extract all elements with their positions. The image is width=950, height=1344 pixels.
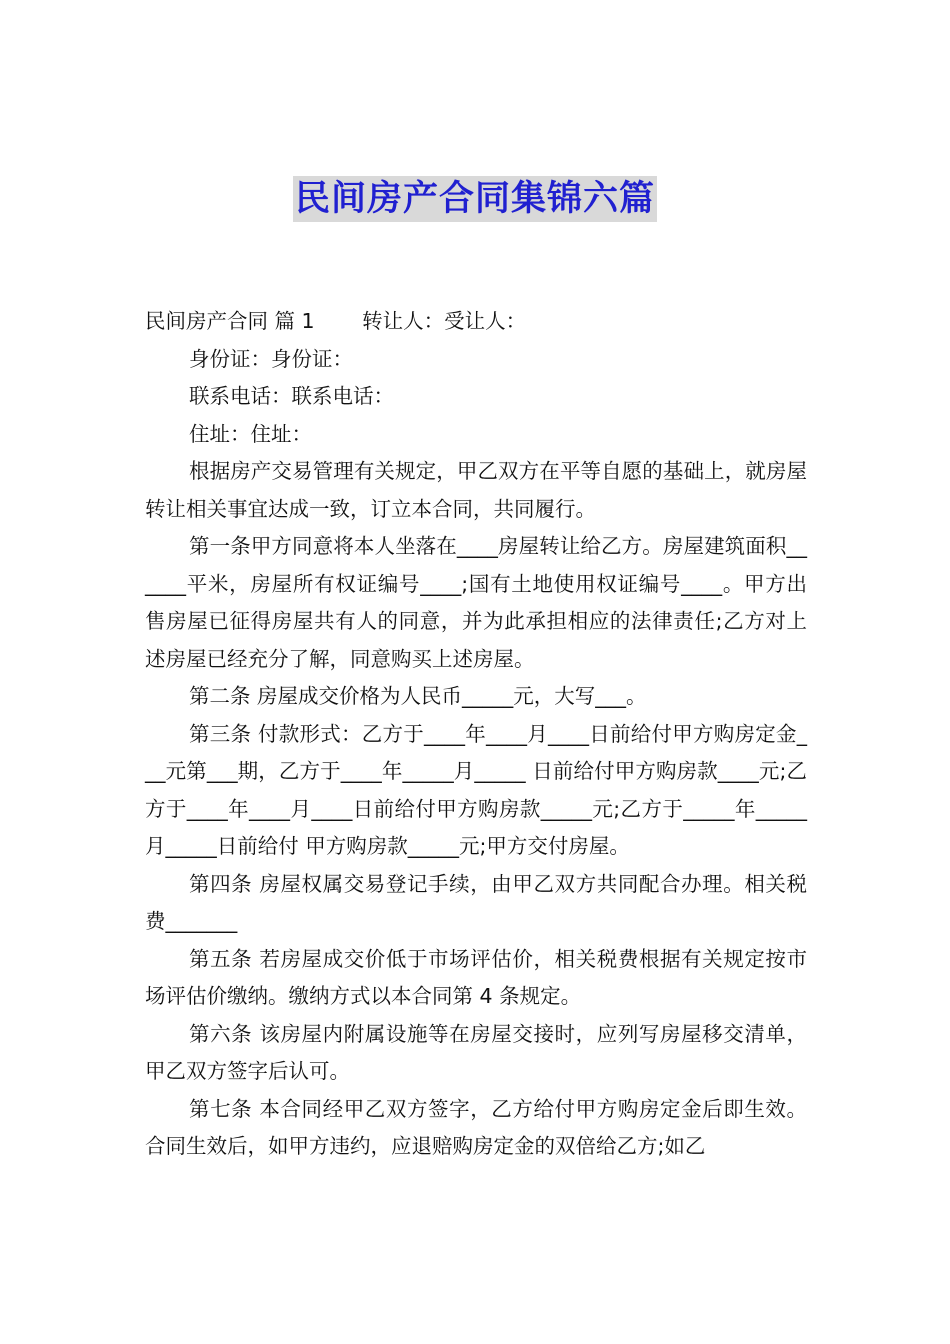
title-container: [0, 176, 950, 222]
article-1-paragraph: 第一条甲方同意将本人坐落在____房屋转让给乙方。房屋建筑面积______平米，房屋所有权证编号____;国有土地使用权证编号____。甲方出售房屋已征得房屋共有人的同意，并为此承担相应的法律责任;乙方对上述房屋已经充分了解，同意购买上述房屋。: [145, 534, 807, 671]
article-6-paragraph: 第六条 该房屋内附属设施等在房屋交接时，应列写房屋移交清单，甲乙双方签字后认可。: [145, 1021, 807, 1083]
article-2-paragraph: 第二条 房屋成交价格为人民币_____元，大写___。: [189, 684, 647, 708]
id-card-line: 身份证：身份证：: [189, 346, 353, 371]
address-line: 住址：住址：: [189, 421, 312, 446]
article-4-paragraph: 第四条 房屋权属交易登记手续，由甲乙双方共同配合办理。相关税费_______: [145, 871, 807, 933]
phone-line: 联系电话：联系电话：: [189, 384, 394, 408]
document-title: 民间房产合同集锦六篇: [293, 176, 657, 222]
preamble-paragraph: 根据房产交易管理有关规定，甲乙双方在平等自愿的基础上，就房屋转让相关事宜达成一致，订立本合同，共同履行。: [145, 459, 807, 521]
article-3-paragraph: 第三条 付款形式：乙方于____年____月____日前给付甲方购房定金___元第___期，乙方于____年_____月_____ 日前给付甲方购房款____元;乙方于____年____月____日前给付甲方购房款_____元;乙方于_____年_____月_____日前给付 甲方购房款_____元;甲方交付房屋。: [145, 721, 807, 858]
article-7-paragraph: 第七条 本合同经甲乙双方签字，乙方给付甲方购房定金后即生效。合同生效后，如甲方违约，应退赔购房定金的双倍给乙方;如乙: [145, 1096, 807, 1158]
document-body: [145, 303, 807, 1166]
contract-heading-line: 民间房产合同 篇 1 转让人：受让人：: [145, 309, 527, 333]
article-5-paragraph: 第五条 若房屋成交价低于市场评估价，相关税费根据有关规定按市场评估价缴纳。缴纳方式以本合同第 4 条规定。: [145, 946, 807, 1008]
